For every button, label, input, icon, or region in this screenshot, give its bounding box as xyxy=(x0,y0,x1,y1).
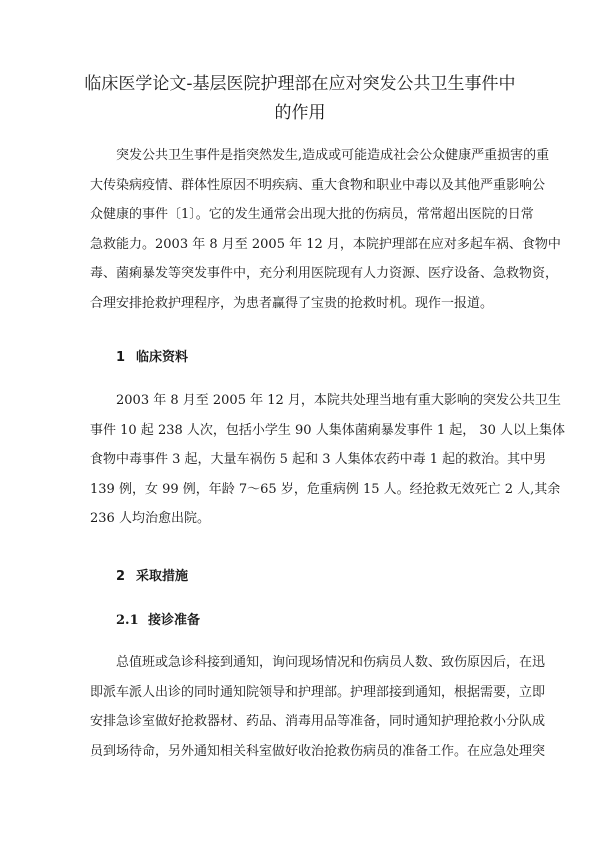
paragraph-line: 事件 10 起 238 人次，包括小学生 90 人集体菌痢暴发事件 1 起， 30 人以上集体 xyxy=(90,422,566,438)
section-1-paragraph xyxy=(90,386,566,534)
title-line-2: 的作用 xyxy=(274,103,326,123)
paragraph-line: 合理安排抢救护理程序，为患者赢得了宝贵的抢救时机。现作一报道。 xyxy=(90,295,494,311)
paragraph-line: 急救能力。2003 年 8 月至 2005 年 12 月，本院护理部在应对多起车祸、食物中 xyxy=(90,236,561,252)
subsection-2-1-paragraph xyxy=(90,648,546,766)
paragraph-line: 员到场待命，另外通知相关科室做好收治抢救伤病员的准备工作。在应急处理突 xyxy=(90,743,546,759)
paragraph-line: 236 人均治愈出院。 xyxy=(90,511,210,527)
paragraph-line: 毒、菌痢暴发等突发事件中，充分利用医院现有人力资源、医疗设备、急救物资， xyxy=(90,266,559,282)
paragraph-line: 即派车派人出诊的同时通知院领导和护理部。护理部接到通知，根据需要，立即 xyxy=(90,684,546,700)
section-number: 2 xyxy=(116,569,126,584)
paragraph-line: 众健康的事件〔1〕。它的发生通常会出现大批的伤病员，常常超出医院的日常 xyxy=(90,207,534,223)
section-number: 1 xyxy=(116,350,126,365)
section-1-heading xyxy=(116,346,188,365)
intro-paragraph xyxy=(90,141,561,319)
section-title: 临床资料 xyxy=(136,350,189,365)
paragraph-line: 食物中毒事件 3 起，大量车祸伤 5 起和 3 人集体农药中毒 1 起的救治。其中男 xyxy=(90,452,547,468)
paragraph-line: 139 例，女 99 例，年龄 7～65 岁，危重病例 15 人。经抢救无效死亡 2 人,其余 xyxy=(90,481,561,497)
title-line-1: 临床医学论文-基层医院护理部在应对突发公共卫生事件中 xyxy=(84,74,516,94)
section-title: 采取措施 xyxy=(136,569,189,584)
subsection-2-1-heading xyxy=(116,609,200,628)
document-title xyxy=(70,70,530,128)
subsection-title: 接诊准备 xyxy=(148,613,201,628)
paragraph-line: 突发公共卫生事件是指突然发生,造成或可能造成社会公众健康严重损害的重 xyxy=(116,148,550,163)
paragraph-line: 2003 年 8 月至 2005 年 12 月，本院共处理当地有重大影响的突发公共卫生 xyxy=(116,393,561,408)
subsection-number: 2.1 xyxy=(116,613,139,628)
paragraph-line: 安排急诊室做好抢救器材、药品、消毒用品等准备，同时通知护理抢救小分队成 xyxy=(90,714,546,730)
paragraph-line: 总值班或急诊科接到通知，询问现场情况和伤病员人数、致伤原因后，在迅 xyxy=(116,655,546,670)
section-2-heading xyxy=(116,565,188,584)
paragraph-line: 大传染病疫情、群体性原因不明疾病、重大食物和职业中毒以及其他严重影响公 xyxy=(90,177,546,193)
